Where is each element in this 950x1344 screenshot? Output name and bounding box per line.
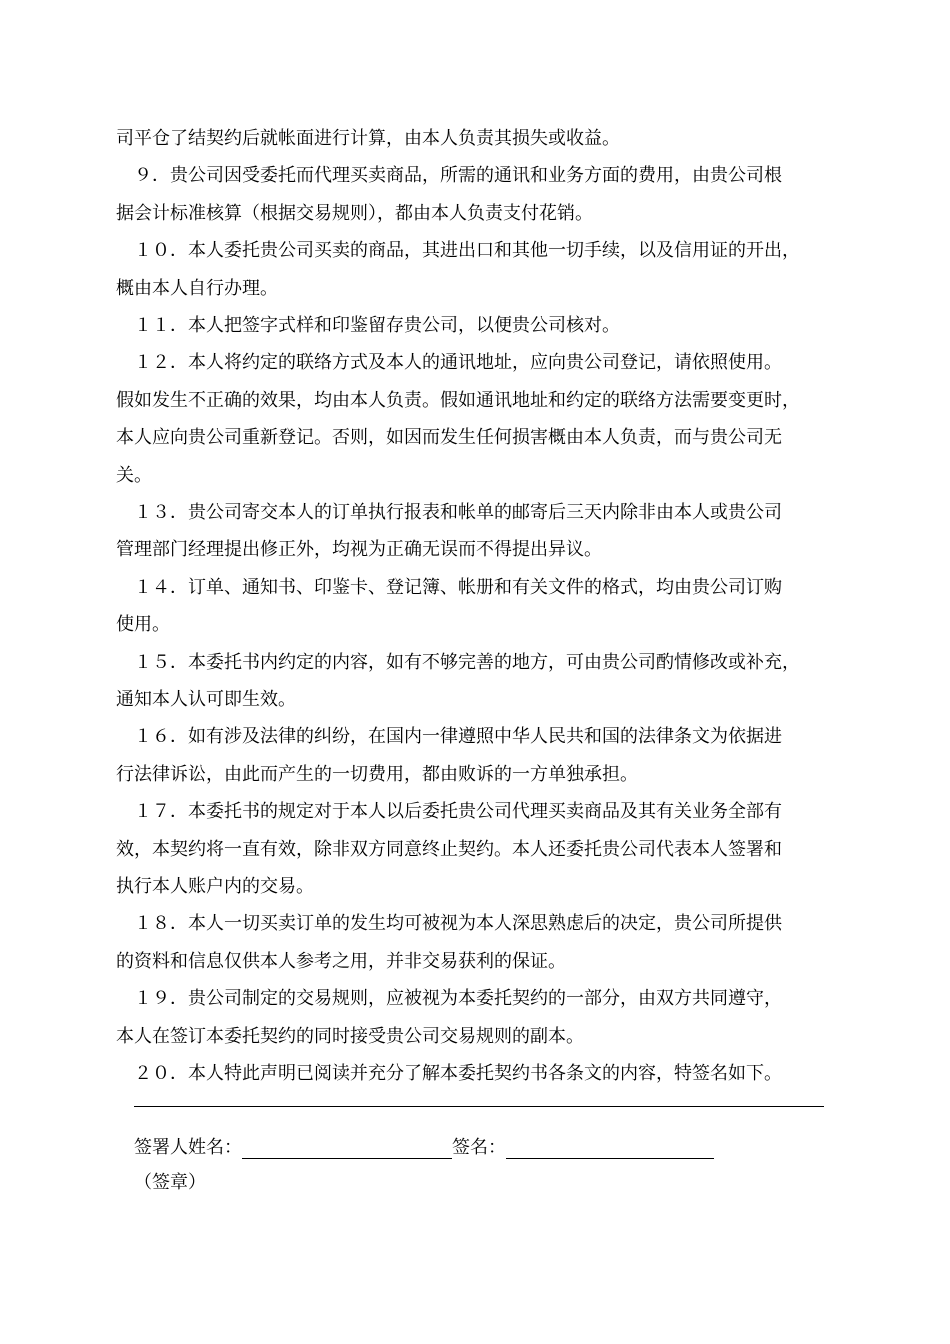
signer-name-field[interactable] [242,1140,452,1159]
paragraph-first-line: ９．贵公司因受委托而代理买卖商品，所需的通讯和业务方面的费用，由贵公司根 [134,165,782,186]
signer-name-label: 签署人姓名： [134,1137,242,1158]
paragraph-line: 行法律诉讼，由此而产生的一切费用，都由败诉的一方单独承担。 [116,764,638,785]
signature-field[interactable] [506,1140,714,1159]
paragraph-first-line: １９．贵公司制定的交易规则，应被视为本委托契约的一部分，由双方共同遵守， [134,988,782,1009]
signature-row [134,1137,714,1161]
paragraph-line: 效，本契约将一直有效，除非双方同意终止契约。本人还委托贵公司代表本人签署和 [116,839,782,860]
paragraph-first-line: １４．订单、通知书、印鉴卡、登记簿、帐册和有关文件的格式，均由贵公司订购 [134,577,782,598]
paragraph-first-line: １１．本人把签字式样和印鉴留存贵公司，以便贵公司核对。 [134,315,620,336]
paragraph-first-line: １８．本人一切买卖订单的发生均可被视为本人深思熟虑后的决定，贵公司所提供 [134,913,782,934]
signature-label: 签名： [452,1137,506,1158]
separator-line [134,1106,824,1107]
paragraph-first-line: １２．本人将约定的联络方式及本人的通讯地址，应向贵公司登记，请依照使用。 [134,352,782,373]
paragraph-line: 管理部门经理提出修正外，均视为正确无误而不得提出异议。 [116,539,602,560]
paragraph-line: 关。 [116,465,152,486]
paragraph-line: 概由本人自行办理。 [116,278,278,299]
paragraph-line: 假如发生不正确的效果，均由本人负责。假如通讯地址和约定的联络方法需要变更时， [116,390,800,411]
paragraph-line: 使用。 [116,614,170,635]
paragraph-line: 的资料和信息仅供本人参考之用，并非交易获利的保证。 [116,951,566,972]
paragraph-line: 据会计标准核算（根据交易规则），都由本人负责支付花销。 [116,203,593,224]
paragraph-first-line: １７．本委托书的规定对于本人以后委托贵公司代理买卖商品及其有关业务全部有 [134,801,782,822]
paragraph-line: 执行本人账户内的交易。 [116,876,314,897]
paragraph-line: 本人在签订本委托契约的同时接受贵公司交易规则的副本。 [116,1026,584,1047]
paragraph-first-line: １３．贵公司寄交本人的订单执行报表和帐单的邮寄后三天内除非由本人或贵公司 [134,502,782,523]
paragraph-first-line: １５．本委托书内约定的内容，如有不够完善的地方，可由贵公司酌情修改或补充， [134,652,800,673]
paragraph-first-line: ２０．本人特此声明已阅读并充分了解本委托契约书各条文的内容，特签名如下。 [134,1063,782,1084]
seal-label: （签章） [134,1172,206,1193]
paragraph-first-line: １０．本人委托贵公司买卖的商品，其进出口和其他一切手续，以及信用证的开出， [134,240,800,261]
paragraph-line: 本人应向贵公司重新登记。否则，如因而发生任何损害概由本人负责，而与贵公司无 [116,427,782,448]
paragraph-first-line: 司平仓了结契约后就帐面进行计算，由本人负责其损失或收益。 [116,128,620,149]
paragraph-line: 通知本人认可即生效。 [116,689,296,710]
paragraph-first-line: １６．如有涉及法律的纠纷，在国内一律遵照中华人民共和国的法律条文为依据进 [134,726,782,747]
